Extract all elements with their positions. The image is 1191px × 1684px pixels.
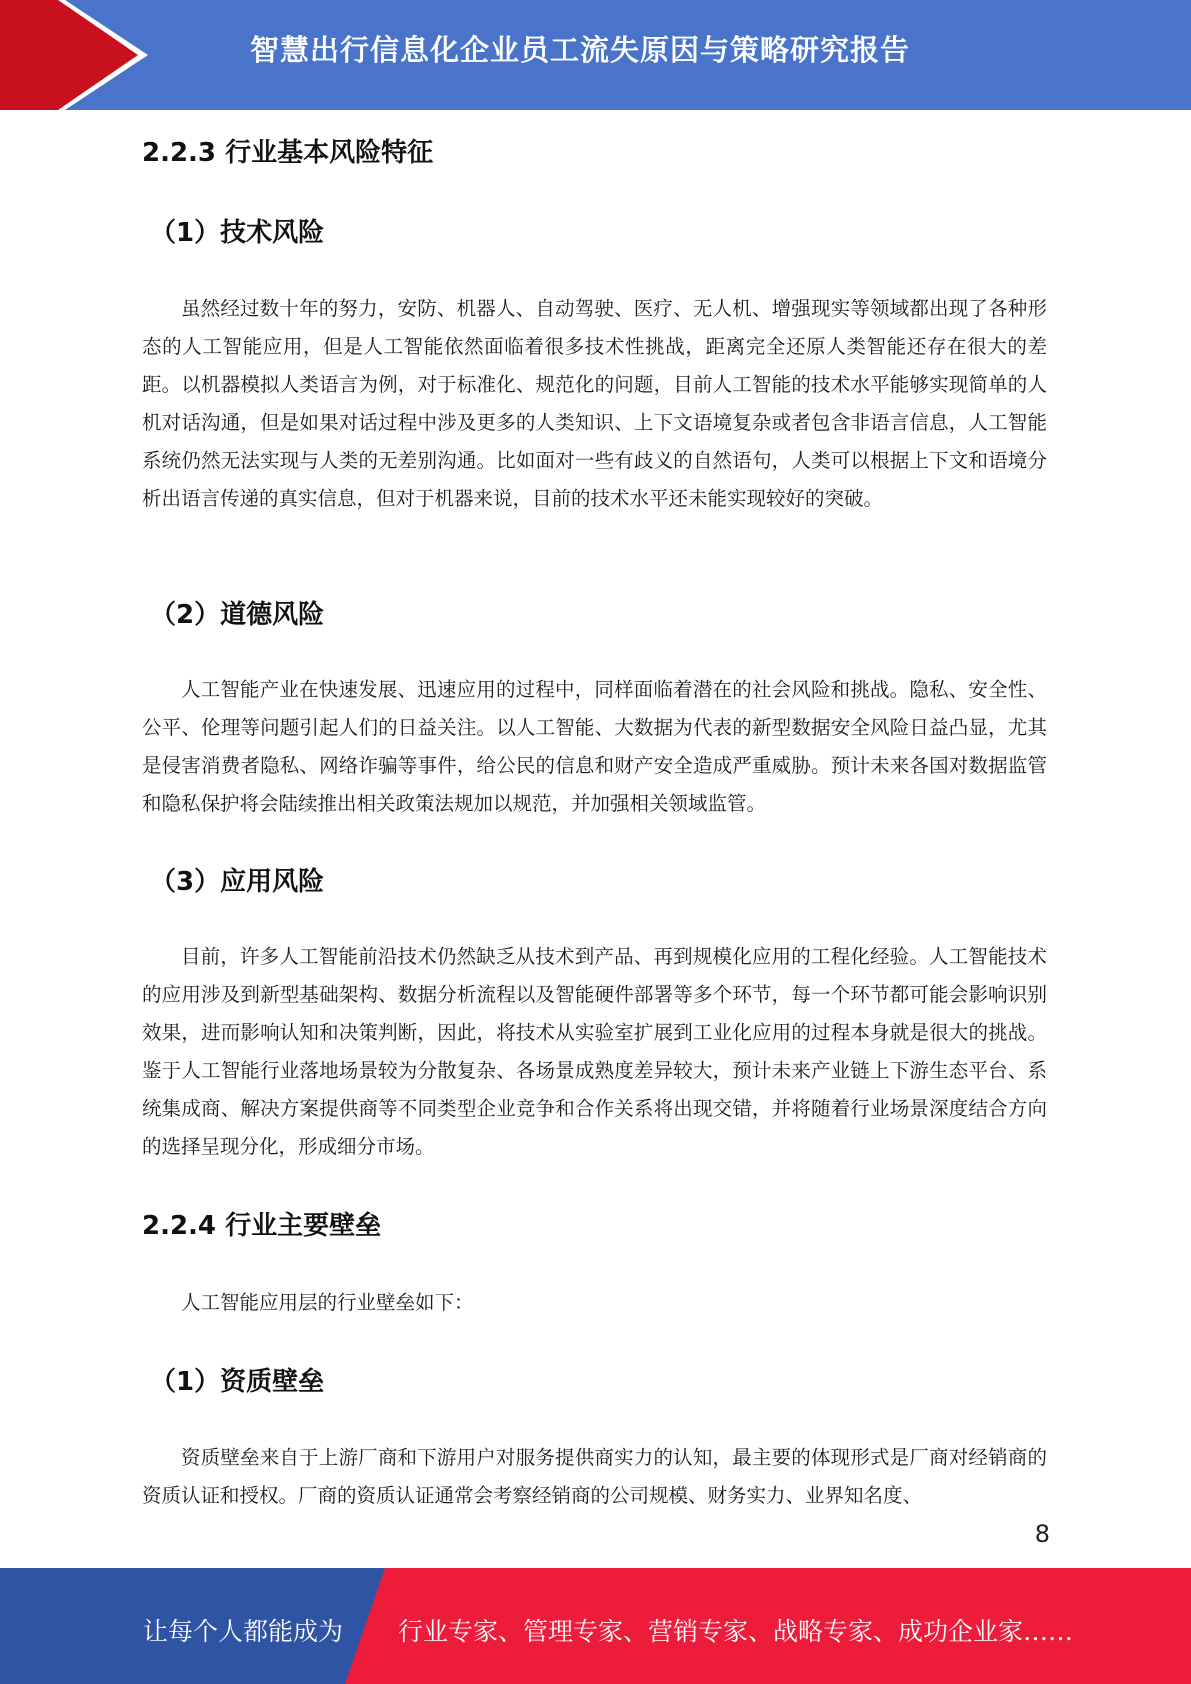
subheading-ethics-risk: （2）道德风险 xyxy=(150,600,325,630)
page-footer xyxy=(0,1568,1191,1684)
chevron-arrow-icon xyxy=(0,0,160,110)
footer-slogan-left: 让每个人都能成为 xyxy=(143,1617,344,1646)
subheading-qualification-barrier: （1）资质壁垒 xyxy=(150,1367,325,1397)
subheading-tech-risk: （1）技术风险 xyxy=(150,218,325,248)
paragraph-tech-risk: 虽然经过数十年的努力，安防、机器人、自动驾驶、医疗、无人机、增强现实等领域都出现了各种形态的人工智能应用，但是人工智能依然面临着很多技术性挑战，距离完全还原人类智能还存在很大的差距。以机器模拟人类语言为例，对于标准化、规范化的问题，目前人工智能的技术水平能够实现简单的人机对话沟通，但是如果对话过程中涉及更多的人类知识、上下文语境复杂或者包含非语言信息，人工智能系统仍然无法实现与人类的无差别沟通。比如面对一些有歧义的自然语句，人类可以根据上下文和语境分析出语言传递的真实信息，但对于机器来说，目前的技术水平还未能实现较好的突破。 xyxy=(142,297,1047,510)
report-title: 智慧出行信息化企业员工流失原因与策略研究报告 xyxy=(250,33,911,67)
footer-slogan-right: 行业专家、管理专家、营销专家、战略专家、成功企业家…… xyxy=(398,1617,1074,1646)
paragraph-application-risk: 目前，许多人工智能前沿技术仍然缺乏从技术到产品、再到规模化应用的工程化经验。人工智能技术的应用涉及到新型基础架构、数据分析流程以及智能硬件部署等多个环节，每一个环节都可能会影响识别效果，进而影响认知和决策判断，因此，将技术从实验室扩展到工业化应用的过程本身就是很大的挑战。鉴于人工智能行业落地场景较为分散复杂、各场景成熟度差异较大，预计未来产业链上下游生态平台、系统集成商、解决方案提供商等不同类型企业竞争和合作关系将出现交错，并将随着行业场景深度结合方向的选择呈现分化，形成细分市场。 xyxy=(142,945,1047,1158)
page-header xyxy=(0,0,1191,110)
section-heading-2-2-3: 2.2.3 行业基本风险特征 xyxy=(142,138,434,168)
paragraph-qualification-barrier: 资质壁垒来自于上游厂商和下游用户对服务提供商实力的认知，最主要的体现形式是厂商对经销商的资质认证和授权。厂商的资质认证通常会考察经销商的公司规模、财务实力、业界知名度、 xyxy=(142,1446,1047,1507)
paragraph-barriers-intro: 人工智能应用层的行业壁垒如下： xyxy=(181,1291,474,1314)
page-number: 8 xyxy=(1034,1520,1050,1548)
subheading-application-risk: （3）应用风险 xyxy=(150,867,325,897)
paragraph-ethics-risk: 人工智能产业在快速发展、迅速应用的过程中，同样面临着潜在的社会风险和挑战。隐私、安全性、公平、伦理等问题引起人们的日益关注。以人工智能、大数据为代表的新型数据安全风险日益凸显，尤其是侵害消费者隐私、网络诈骗等事件，给公民的信息和财产安全造成严重威胁。预计未来各国对数据监管和隐私保护将会陆续推出相关政策法规加以规范，并加强相关领域监管。 xyxy=(142,678,1047,815)
section-heading-2-2-4: 2.2.4 行业主要壁垒 xyxy=(142,1211,382,1241)
